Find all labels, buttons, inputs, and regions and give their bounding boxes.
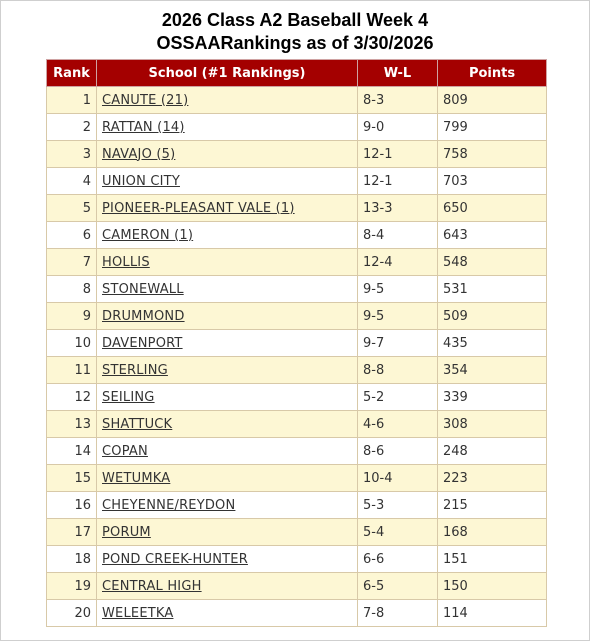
school-cell xyxy=(97,546,358,573)
wl-cell: 5-4 xyxy=(358,519,438,546)
title-line-1: 2026 Class A2 Baseball Week 4 xyxy=(161,10,429,30)
points-cell: 308 xyxy=(438,411,547,438)
wl-cell: 12-4 xyxy=(358,249,438,276)
school-cell xyxy=(97,330,358,357)
school-cell xyxy=(97,492,358,519)
rankings-table xyxy=(46,59,547,627)
table-row xyxy=(47,168,547,195)
school-cell xyxy=(97,438,358,465)
wl-cell: 12-1 xyxy=(358,168,438,195)
rank-cell: 17 xyxy=(47,519,97,546)
points-cell: 223 xyxy=(438,465,547,492)
table-row xyxy=(47,411,547,438)
school-cell xyxy=(97,249,358,276)
school-cell xyxy=(97,195,358,222)
points-cell: 435 xyxy=(438,330,547,357)
points-cell: 703 xyxy=(438,168,547,195)
points-cell: 799 xyxy=(438,114,547,141)
rank-cell: 18 xyxy=(47,546,97,573)
school-link[interactable]: SHATTUCK xyxy=(102,416,173,432)
wl-cell: 9-7 xyxy=(358,330,438,357)
wl-cell: 4-6 xyxy=(358,411,438,438)
wl-cell: 9-5 xyxy=(358,303,438,330)
school-link[interactable]: DAVENPORT xyxy=(102,335,183,351)
table-row xyxy=(47,114,547,141)
school-link[interactable]: PIONEER-PLEASANT VALE (1) xyxy=(102,200,295,216)
wl-cell: 8-3 xyxy=(358,87,438,114)
rank-cell: 3 xyxy=(47,141,97,168)
wl-cell: 6-5 xyxy=(358,573,438,600)
wl-cell: 5-3 xyxy=(358,492,438,519)
rank-cell: 15 xyxy=(47,465,97,492)
rank-cell: 4 xyxy=(47,168,97,195)
table-row xyxy=(47,195,547,222)
rank-cell: 7 xyxy=(47,249,97,276)
wl-cell: 8-4 xyxy=(358,222,438,249)
school-link[interactable]: CHEYENNE/REYDON xyxy=(102,497,236,513)
points-cell: 509 xyxy=(438,303,547,330)
rank-cell: 6 xyxy=(47,222,97,249)
school-link[interactable]: STERLING xyxy=(102,362,168,378)
rankings-table-body xyxy=(47,87,547,627)
school-cell xyxy=(97,384,358,411)
wl-cell: 13-3 xyxy=(358,195,438,222)
points-cell: 150 xyxy=(438,573,547,600)
rank-cell: 16 xyxy=(47,492,97,519)
school-link[interactable]: POND CREEK-HUNTER xyxy=(102,551,248,567)
header-rank: Rank xyxy=(47,60,97,87)
points-cell: 758 xyxy=(438,141,547,168)
rank-cell: 1 xyxy=(47,87,97,114)
school-cell xyxy=(97,141,358,168)
table-row xyxy=(47,303,547,330)
table-row xyxy=(47,330,547,357)
points-cell: 168 xyxy=(438,519,547,546)
rank-cell: 9 xyxy=(47,303,97,330)
rank-cell: 13 xyxy=(47,411,97,438)
school-cell xyxy=(97,87,358,114)
school-cell xyxy=(97,573,358,600)
points-cell: 643 xyxy=(438,222,547,249)
wl-cell: 10-4 xyxy=(358,465,438,492)
school-link[interactable]: WELEETKA xyxy=(102,605,174,621)
table-row xyxy=(47,438,547,465)
school-cell xyxy=(97,519,358,546)
points-cell: 650 xyxy=(438,195,547,222)
school-cell xyxy=(97,276,358,303)
wl-cell: 8-6 xyxy=(358,438,438,465)
table-row xyxy=(47,519,547,546)
school-link[interactable]: PORUM xyxy=(102,524,151,540)
wl-cell: 6-6 xyxy=(358,546,438,573)
wl-cell: 8-8 xyxy=(358,357,438,384)
table-row xyxy=(47,573,547,600)
page-title xyxy=(0,9,590,55)
wl-cell: 9-0 xyxy=(358,114,438,141)
table-header-row xyxy=(47,60,547,87)
school-link[interactable]: RATTAN (14) xyxy=(102,119,185,135)
school-cell xyxy=(97,114,358,141)
points-cell: 151 xyxy=(438,546,547,573)
school-cell xyxy=(97,168,358,195)
points-cell: 114 xyxy=(438,600,547,627)
table-row xyxy=(47,492,547,519)
rank-cell: 8 xyxy=(47,276,97,303)
header-wl: W-L xyxy=(358,60,438,87)
school-cell xyxy=(97,222,358,249)
school-link[interactable]: STONEWALL xyxy=(102,281,184,297)
school-link[interactable]: WETUMKA xyxy=(102,470,171,486)
school-link[interactable]: CAMERON (1) xyxy=(102,227,194,243)
school-link[interactable]: CENTRAL HIGH xyxy=(102,578,202,594)
school-cell xyxy=(97,411,358,438)
table-row xyxy=(47,276,547,303)
school-link[interactable]: DRUMMOND xyxy=(102,308,185,324)
rank-cell: 11 xyxy=(47,357,97,384)
table-row xyxy=(47,249,547,276)
school-cell xyxy=(97,465,358,492)
rank-cell: 14 xyxy=(47,438,97,465)
points-cell: 215 xyxy=(438,492,547,519)
points-cell: 354 xyxy=(438,357,547,384)
header-points: Points xyxy=(438,60,547,87)
rank-cell: 10 xyxy=(47,330,97,357)
school-link[interactable]: COPAN xyxy=(102,443,148,459)
school-link[interactable]: NAVAJO (5) xyxy=(102,146,176,162)
points-cell: 809 xyxy=(438,87,547,114)
rank-cell: 19 xyxy=(47,573,97,600)
school-link[interactable]: HOLLIS xyxy=(102,254,150,270)
rank-cell: 12 xyxy=(47,384,97,411)
title-line-2: OSSAARankings as of 3/30/2026 xyxy=(156,33,434,53)
school-cell xyxy=(97,357,358,384)
wl-cell: 5-2 xyxy=(358,384,438,411)
table-row xyxy=(47,141,547,168)
rank-cell: 20 xyxy=(47,600,97,627)
wl-cell: 12-1 xyxy=(358,141,438,168)
school-cell xyxy=(97,600,358,627)
points-cell: 548 xyxy=(438,249,547,276)
table-row xyxy=(47,546,547,573)
header-school: School (#1 Rankings) xyxy=(97,60,358,87)
table-row xyxy=(47,357,547,384)
rank-cell: 2 xyxy=(47,114,97,141)
table-row xyxy=(47,465,547,492)
table-row xyxy=(47,600,547,627)
school-cell xyxy=(97,303,358,330)
rank-cell: 5 xyxy=(47,195,97,222)
points-cell: 531 xyxy=(438,276,547,303)
table-row xyxy=(47,384,547,411)
school-link[interactable]: CANUTE (21) xyxy=(102,92,189,108)
table-row xyxy=(47,87,547,114)
points-cell: 339 xyxy=(438,384,547,411)
school-link[interactable]: UNION CITY xyxy=(102,173,180,189)
wl-cell: 7-8 xyxy=(358,600,438,627)
wl-cell: 9-5 xyxy=(358,276,438,303)
school-link[interactable]: SEILING xyxy=(102,389,155,405)
points-cell: 248 xyxy=(438,438,547,465)
table-row xyxy=(47,222,547,249)
